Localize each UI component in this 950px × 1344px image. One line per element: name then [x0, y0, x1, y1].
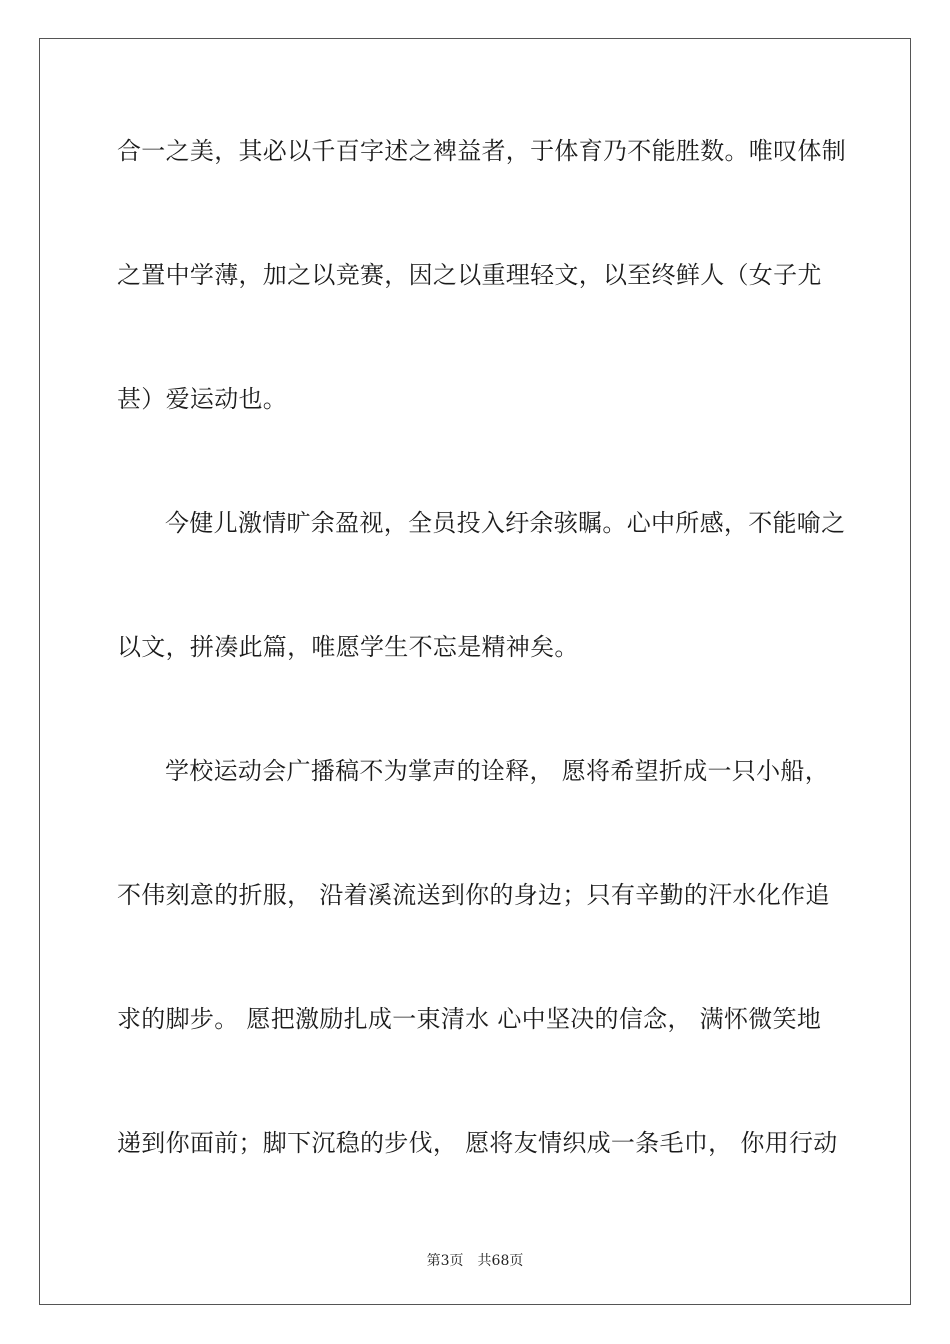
- page-border: [39, 38, 911, 1305]
- text-line: 之置中学薄，加之以竞赛，因之以重理轻文，以至终鲜人（女子尤: [117, 261, 822, 289]
- page-footer: [0, 1250, 950, 1270]
- total-pages: 共68页: [477, 1253, 524, 1269]
- paragraph-start-line: 今健儿激情旷余盈视，全员投入纡余骇瞩。心中所感，不能喻之: [165, 509, 846, 537]
- text-line: 合一之美，其必以千百字述之裨益者，于体育乃不能胜数。唯叹体制: [117, 137, 846, 165]
- paragraph-start-line: 学校运动会广播稿不为掌声的诠释， 愿将希望折成一只小船，: [165, 757, 830, 785]
- text-line: 递到你面前；脚下沉稳的步伐， 愿将友情织成一条毛巾， 你用行动: [117, 1129, 838, 1157]
- text-line: 求的脚步。 愿把激励扎成一束清水 心中坚决的信念， 满怀微笑地: [117, 1005, 822, 1033]
- page-number: 第3页: [426, 1253, 464, 1269]
- text-line: 不伟刻意的折服， 沿着溪流送到你的身边；只有辛勤的汗水化作追: [117, 881, 830, 909]
- text-line: 甚）爱运动也。: [117, 385, 288, 413]
- text-line: 以文，拼凑此篇，唯愿学生不忘是精神矣。: [117, 633, 579, 661]
